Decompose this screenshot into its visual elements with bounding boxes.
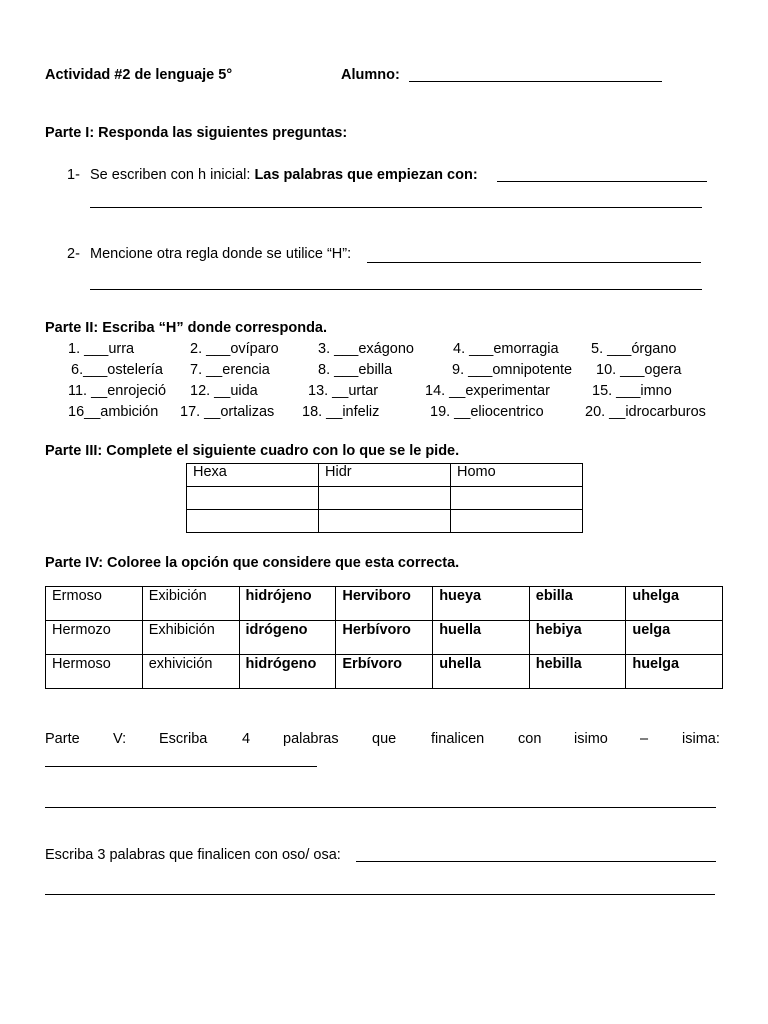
exercise-item: 16__ambición [68, 404, 159, 420]
part5-word: con [518, 731, 542, 747]
part5-word: 4 [242, 731, 251, 747]
student-name-line[interactable] [409, 81, 662, 82]
part5-question-2: Escriba 3 palabras que finalicen con oso/ osa: [45, 847, 341, 863]
q2-text: Mencione otra regla donde se utilice “H”: [90, 246, 352, 262]
q1-answer-line-2[interactable] [90, 207, 702, 208]
table-cell[interactable] [187, 510, 319, 533]
q1-bold-text: Las palabras que empiezan con: [254, 167, 478, 183]
part3-title: Parte III: Complete el siguiente cuadro con lo que se le pide. [45, 443, 460, 459]
option-cell[interactable]: hidrójeno [239, 587, 336, 621]
option-cell[interactable]: uelga [626, 621, 723, 655]
option-cell[interactable]: uhelga [626, 587, 723, 621]
exercise-item: 15. ___imno [592, 383, 672, 399]
exercise-item: 10. ___ogera [596, 362, 682, 378]
q1-answer-line[interactable] [497, 181, 707, 182]
option-cell[interactable]: hidrógeno [239, 655, 336, 689]
option-cell[interactable]: Ermoso [46, 587, 143, 621]
option-cell[interactable]: Exibición [142, 587, 239, 621]
exercise-item: 8. ___ebilla [318, 362, 393, 378]
option-cell[interactable]: idrógeno [239, 621, 336, 655]
exercise-item: 17. __ortalizas [180, 404, 275, 420]
exercise-item: 14. __experimentar [425, 383, 550, 399]
option-cell[interactable]: uhella [433, 655, 530, 689]
prefix-table [186, 463, 583, 533]
part5-word: que [372, 731, 397, 747]
part2-title: Parte II: Escriba “H” donde corresponda. [45, 320, 328, 336]
table-cell[interactable] [319, 510, 451, 533]
q1-text [90, 167, 478, 183]
option-cell[interactable]: Exhibición [142, 621, 239, 655]
q1-number: 1- [67, 167, 80, 183]
prefix-header-hexa: Hexa [187, 464, 319, 487]
option-cell[interactable]: Hermozo [46, 621, 143, 655]
option-cell[interactable]: Herbívoro [336, 621, 433, 655]
option-cell[interactable]: Hermoso [46, 655, 143, 689]
table-cell[interactable] [451, 487, 583, 510]
activity-title: Actividad #2 de lenguaje 5° [45, 67, 233, 83]
part5-answer-line[interactable] [45, 766, 317, 767]
student-label: Alumno: [341, 67, 400, 83]
table-cell[interactable] [319, 487, 451, 510]
exercise-item: 5. ___órgano [591, 341, 677, 357]
part5-answer-line-3[interactable] [356, 861, 716, 862]
option-cell[interactable]: hueya [433, 587, 530, 621]
option-cell[interactable]: Erbívoro [336, 655, 433, 689]
exercise-item: 20. __idrocarburos [585, 404, 706, 420]
part5-word: – [640, 731, 649, 747]
exercise-item: 2. ___ovíparo [190, 341, 279, 357]
exercise-item: 1. ___urra [68, 341, 135, 357]
part1-title: Parte I: Responda las siguientes preguntas: [45, 125, 348, 141]
option-cell[interactable]: Herviboro [336, 587, 433, 621]
prefix-header-homo: Homo [451, 464, 583, 487]
q1-plain-text: Se escriben con h inicial: [90, 167, 251, 183]
exercise-item: 9. ___omnipotente [452, 362, 573, 378]
exercise-item: 3. ___exágono [318, 341, 414, 357]
exercise-item: 13. __urtar [308, 383, 379, 399]
prefix-header-hidr: Hidr [319, 464, 451, 487]
part4-title: Parte IV: Coloree la opción que considere que esta correcta. [45, 555, 460, 571]
exercise-item: 11. __enrojeció [68, 383, 167, 399]
exercise-item: 12. __uida [190, 383, 258, 399]
option-cell[interactable]: huelga [626, 655, 723, 689]
part5-word: V: [113, 731, 127, 747]
part5-word: finalicen [431, 731, 485, 747]
option-cell[interactable]: ebilla [529, 587, 626, 621]
part5-word: Escriba [159, 731, 208, 747]
q2-answer-line-2[interactable] [90, 289, 702, 290]
exercise-item: 18. __infeliz [302, 404, 380, 420]
options-table [45, 586, 723, 689]
part5-answer-line-4[interactable] [45, 894, 715, 895]
option-cell[interactable]: huella [433, 621, 530, 655]
table-cell[interactable] [187, 487, 319, 510]
exercise-item: 6.___ostelería [71, 362, 163, 378]
exercise-item: 4. ___emorragia [453, 341, 559, 357]
part5-answer-line-2[interactable] [45, 807, 716, 808]
exercise-item: 19. __eliocentrico [430, 404, 544, 420]
part5-word: isimo [574, 731, 608, 747]
part5-word: Parte [45, 731, 80, 747]
part5-word: isima: [682, 731, 720, 747]
exercise-item: 7. __erencia [190, 362, 270, 378]
option-cell[interactable]: hebiya [529, 621, 626, 655]
q2-answer-line[interactable] [367, 262, 701, 263]
table-cell[interactable] [451, 510, 583, 533]
part5-word: palabras [283, 731, 339, 747]
option-cell[interactable]: hebilla [529, 655, 626, 689]
q2-number: 2- [67, 246, 80, 262]
option-cell[interactable]: exhivición [142, 655, 239, 689]
